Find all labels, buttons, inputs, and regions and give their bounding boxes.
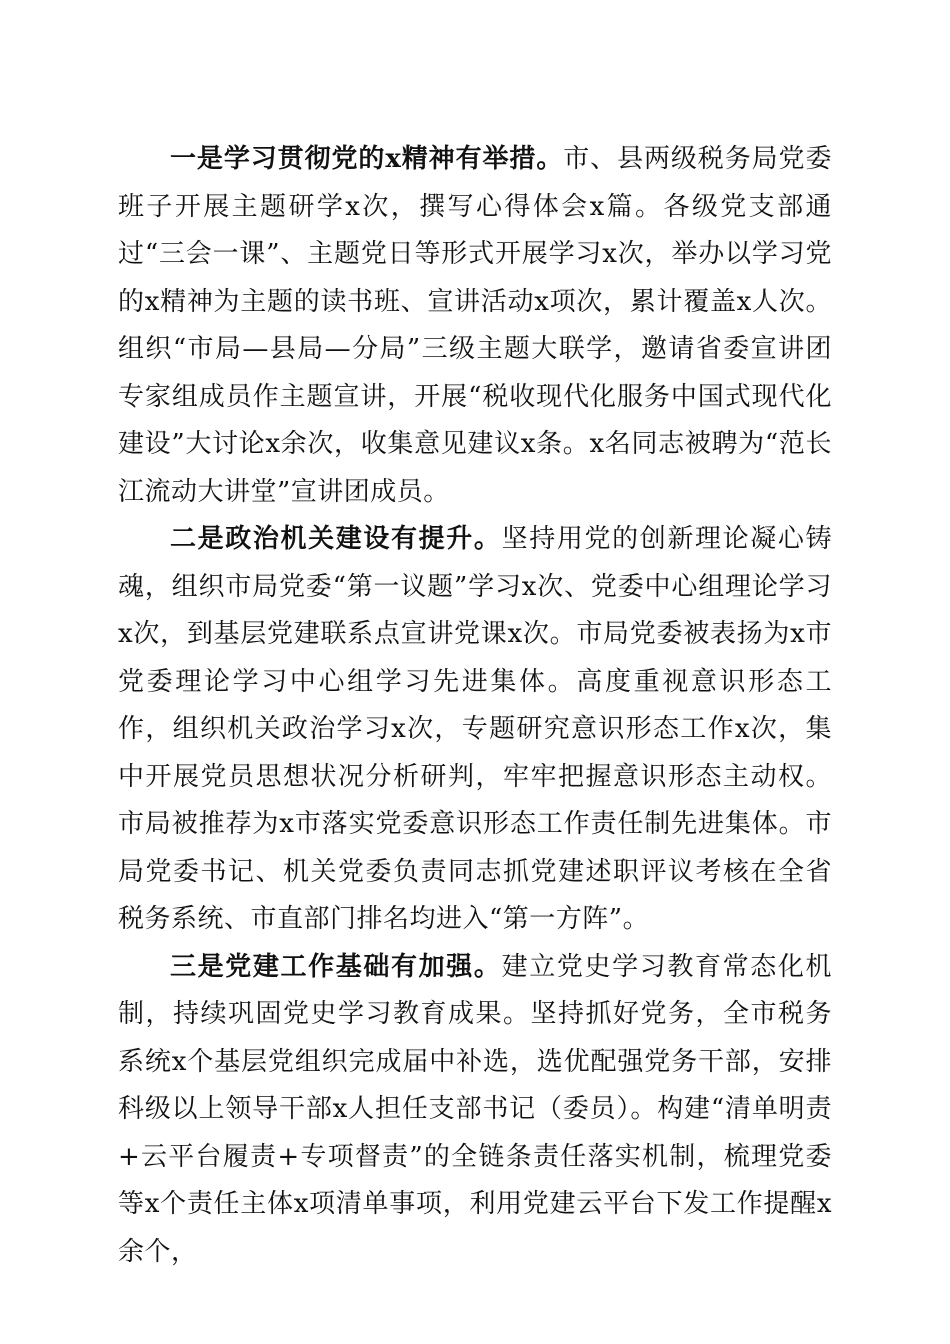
document-page: [118, 136, 832, 1276]
paragraph-heading: 三是党建工作基础有加强。: [170, 951, 502, 982]
paragraph-foundation: [118, 944, 832, 1277]
paragraph-body: 建立党史学习教育常态化机制，持续巩固党史学习教育成果。坚持抓好党务，全市税务系统x个基层党组织完成届中补选，选优配强党务干部，安排科级以上领导干部x人担任支部书记（委员）。构建“清单明责+云平台履责+专项督责”的全链条责任落实机制，梳理党委等x个责任主体x项清单事项，利用党建云平台下发工作提醒x余个，: [118, 951, 832, 1267]
paragraph-heading: 一是学习贯彻党的x精神有举措。: [170, 144, 564, 174]
paragraph-body: 坚持用党的创新理论凝心铸魂，组织市局党委“第一议题”学习x次、党委中心组理论学习x次，到基层党建联系点宣讲党课x次。市局党委被表扬为x市党委理论学习中心组学习先进集体。高度重视意识形态工作，组织机关政治学习x次，专题研究意识形态工作x次，集中开展党员思想状况分析研判，牢牢把握意识形态主动权。市局被推荐为x市落实党委意识形态工作责任制先进集体。市局党委书记、机关党委负责同志抓党建述职评议考核在全省税务系统、市直部门排名均进入“第一方阵”。: [118, 524, 832, 934]
paragraph-study: [118, 136, 832, 516]
paragraph-body: 市、县两级税务局党委班子开展主题研学x次，撰写心得体会x篇。各级党支部通过“三会一课”、主题党日等形式开展学习x次，举办以学习党的x精神为主题的读书班、宣讲活动x项次，累计覆盖x人次。组织“市局—县局—分局”三级主题大联学，邀请省委宣讲团专家组成员作主题宣讲，开展“税收现代化服务中国式现代化建设”大讨论x余次，收集意见建议x条。x名同志被聘为“范长江流动大讲堂”宣讲团成员。: [118, 144, 832, 507]
paragraph-political: [118, 516, 832, 944]
paragraph-heading: 二是政治机关建设有提升。: [170, 524, 502, 554]
